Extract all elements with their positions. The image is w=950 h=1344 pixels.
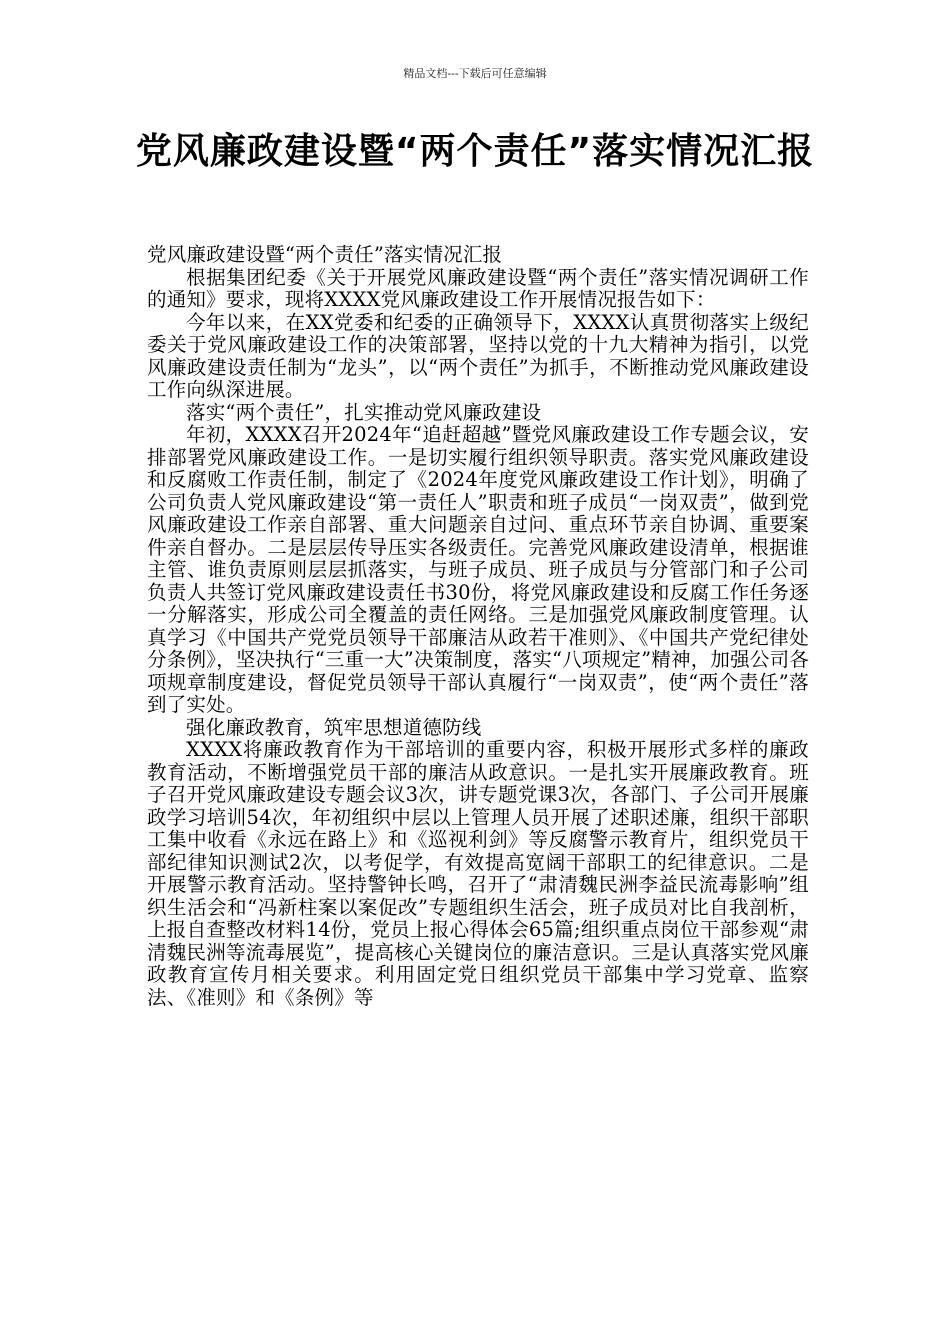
section-heading-education: 强化廉政教育，筑牢思想道德防线	[186, 715, 482, 739]
body-paragraph-intro: 根据集团纪委《关于开展党风廉政建设暨“两个责任”落实情况调研工作的通知》要求，现将XXXX党风廉政建设工作开展情况报告如下：	[147, 265, 809, 311]
body-paragraph-overview: 今年以来，在XX党委和纪委的正确领导下，XXXX认真贯彻落实上级纪委关于党风廉政建设工作的决策部署，坚持以党的十九大精神为指引，以党风廉政建设责任制为“龙头”，以“两个责任”为抓手，不断推动党风廉政建设工作向纵深进展。	[147, 310, 809, 401]
document-body	[147, 244, 809, 1009]
body-paragraph-responsibility: 年初，XXXX召开2024年“追赶超越”暨党风廉政建设工作专题会议，安排部署党风廉政建设工作。一是切实履行组织领导职责。落实党风廉政建设和反腐败工作责任制，制定了《2024年度党风廉政建设工作计划》，明确了公司负责人党风廉政建设“第一责任人”职责和班子成员“一岗双责”，做到党风廉政建设工作亲自部署、重大问题亲自过问、重点环节亲自协调、重要案件亲自督办。二是层层传导压实各级责任。完善党风廉政建设清单，根据谁主管、谁负责原则层层抓落实，与班子成员、班子成员与分管部门和子公司负责人共签订党风廉政建设责任书30份，将党风廉政建设和反腐工作任务逐一分解落实，形成公司全覆盖的责任网络。三是加强党风廉政制度管理。认真学习《中国共产党党员领导干部廉洁从政若干准则》、《中国共产党纪律处分条例》，坚决执行“三重一大”决策制度，落实“八项规定”精神，加强公司各项规章制度建设，督促党员领导干部认真履行“一岗双责”，使“两个责任”落到了实处。	[147, 423, 809, 716]
document-title: 党风廉政建设暨“两个责任”落实情况汇报	[135, 131, 815, 172]
body-paragraph-education: XXXX将廉政教育作为干部培训的重要内容，积极开展形式多样的廉政教育活动，不断增强党员干部的廉洁从政意识。一是扎实开展廉政教育。班子召开党风廉政建设专题会议3次，讲专题党课3次，各部门、子公司开展廉政学习培训54次，年初组织中层以上管理人员开展了述职述廉，组织干部职工集中收看《永远在路上》和《巡视利剑》等反腐警示教育片，组织党员干部纪律知识测试2次，以考促学，有效提高宽阔干部职工的纪律意识。二是开展警示教育活动。坚持警钟长鸣，召开了“肃清魏民洲李益民流毒影响”组织生活会和“冯新柱案以案促改”专题组织生活会，班子成员对比自我剖析，上报自查整改材料14份，党员上报心得体会65篇;组织重点岗位干部参观“肃清魏民洲等流毒展览”，提高核心关键岗位的廉洁意识。三是认真落实党风廉政教育宣传月相关要求。利用固定党日组织党员干部集中学习党章、监察法、《准则》和《条例》等	[147, 738, 809, 1009]
section-heading-responsibility: 落实“两个责任”，扎实推动党风廉政建设	[186, 400, 542, 424]
body-subtitle: 党风廉政建设暨“两个责任”落实情况汇报	[147, 243, 503, 266]
page-header-note: 精品文档---下载后可任意编辑	[403, 67, 547, 80]
